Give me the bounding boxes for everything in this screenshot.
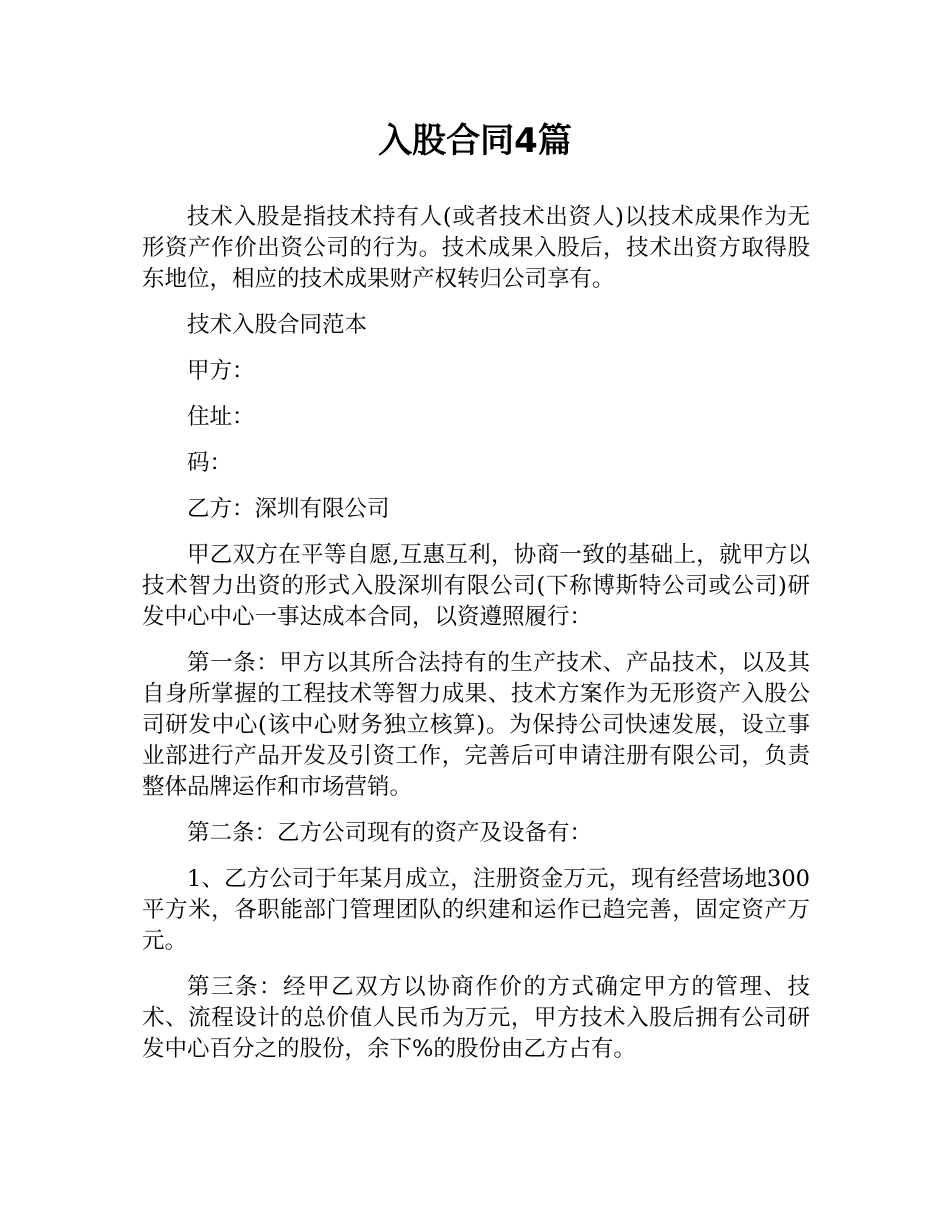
paragraph-party-b: 乙方：深圳有限公司 bbox=[187, 496, 390, 522]
paragraph-preamble: 甲乙双方在平等自愿,互惠互利，协商一致的基础上，就甲方以技术智力出资的形式入股深圳有限公司(下称博斯特公司或公司)研发中心中心一事达成本合同，以资遵照履行： bbox=[142, 542, 810, 630]
paragraph-article-2-item-1: 1、乙方公司于年某月成立，注册资金万元，现有经营场地300平方米，各职能部门管理团队的织建和运作已趋完善，固定资产万元。 bbox=[142, 866, 810, 954]
paragraph-contract-heading: 技术入股合同范本 bbox=[187, 312, 368, 338]
paragraph-article-3: 第三条：经甲乙双方以协商作价的方式确定甲方的管理、技术、流程设计的总价值人民币为万元，甲方技术入股后拥有公司研发中心百分之的股份，余下%的股份由乙方占有。 bbox=[142, 974, 810, 1062]
paragraph-party-a: 甲方： bbox=[187, 358, 255, 384]
paragraph-article-1: 第一条：甲方以其所合法持有的生产技术、产品技术，以及其自身所掌握的工程技术等智力成果、技术方案作为无形资产入股公司研发中心(该中心财务独立核算)。为保持公司快速发展，设立事业部进行产品开发及引资工作，完善后可申请注册有限公司，负责整体品牌运作和市场营销。 bbox=[142, 650, 810, 800]
paragraph-address: 住址： bbox=[187, 404, 255, 430]
paragraph-article-2: 第二条：乙方公司现有的资产及设备有： bbox=[187, 820, 593, 846]
paragraph-code: 码： bbox=[187, 450, 233, 476]
document-body bbox=[142, 202, 810, 1080]
paragraph-intro: 技术入股是指技术持有人(或者技术出资人)以技术成果作为无形资产作价出资公司的行为。技术成果入股后，技术出资方取得股东地位，相应的技术成果财产权转归公司享有。 bbox=[142, 204, 810, 292]
document-title: 入股合同4篇 bbox=[378, 121, 572, 161]
